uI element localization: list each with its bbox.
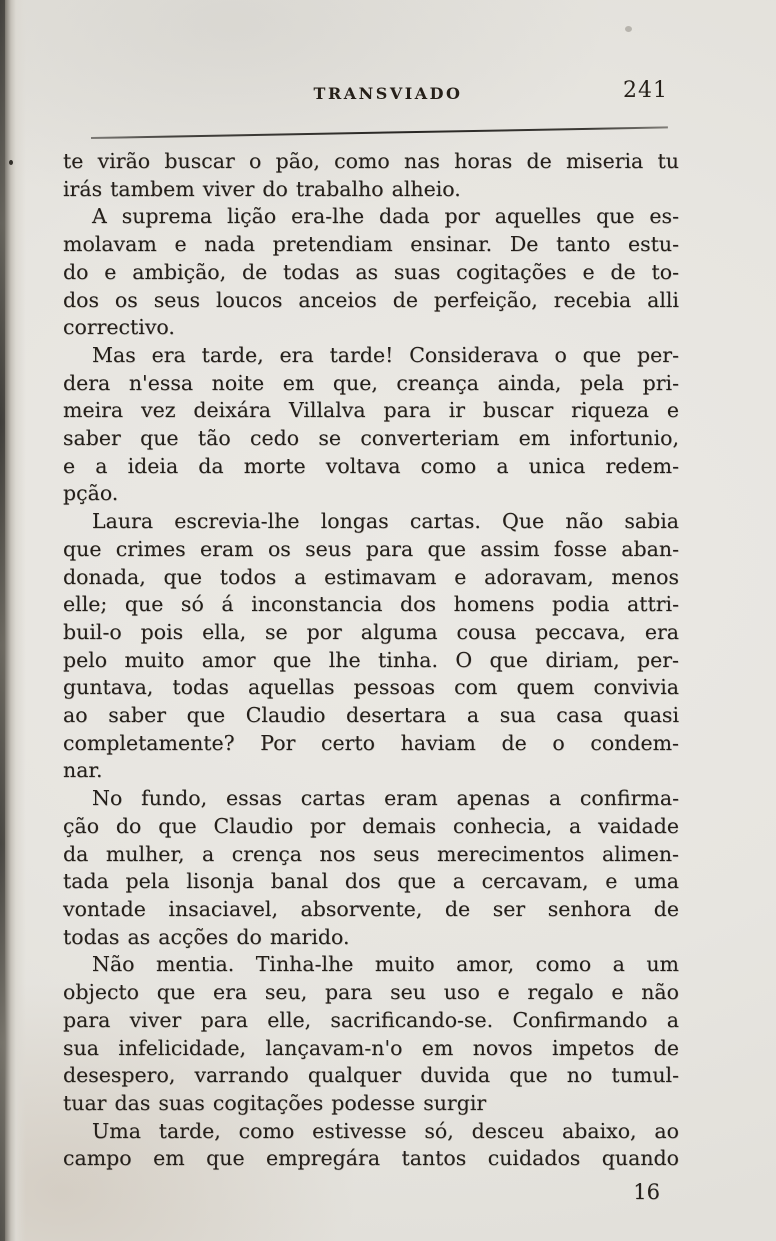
text-line: desespero, varrando qualquer duvida que no tumul- bbox=[63, 1063, 679, 1088]
text-line: nar. bbox=[63, 758, 103, 783]
text-line: saber que tão cedo se converteriam em infortunio, bbox=[63, 426, 679, 451]
text-line: correctivo. bbox=[63, 315, 175, 340]
text-line: tada pela lisonja banal dos que a cercavam, e uma bbox=[63, 869, 679, 894]
text-line: do e ambição, de todas as suas cogitações e de to- bbox=[63, 259, 679, 284]
text-line: donada, que todos a estimavam e adoravam, menos bbox=[63, 564, 679, 589]
text-line: campo em que empregára tantos cuidados quando bbox=[63, 1146, 679, 1171]
text-line: ção do que Claudio por demais conhecia, a vaidade bbox=[63, 813, 679, 838]
signature-mark: 16 bbox=[633, 1180, 660, 1204]
text-line: molavam e nada pretendiam ensinar. De tanto estu- bbox=[63, 232, 679, 257]
text-line: elle; que só á inconstancia dos homens podia attri- bbox=[63, 592, 679, 617]
text-line: te virão buscar o pão, como nas horas de miseria tu bbox=[63, 149, 679, 173]
paper-blemish bbox=[625, 26, 632, 32]
text-line: que crimes eram os seus para que assim fosse aban- bbox=[63, 536, 679, 561]
text-line: buil-o pois ella, se por alguma cousa peccava, era bbox=[63, 619, 679, 644]
text-line: A suprema lição era-lhe dada por aquelles que es- bbox=[92, 204, 679, 229]
text-line: irás tambem viver do trabalho alheio. bbox=[63, 176, 461, 201]
text-line: dera n'essa noite em que, creança ainda, pela pri- bbox=[63, 370, 679, 395]
running-title: TRANSVIADO bbox=[313, 84, 463, 103]
text-line: pelo muito amor que lhe tinha. O que diriam, per- bbox=[63, 647, 679, 672]
text-line: e a ideia da morte voltava como a unica redem- bbox=[63, 453, 679, 478]
text-line: vontade insaciavel, absorvente, de ser senhora de bbox=[63, 896, 679, 921]
text-line: tuar das suas cogitações podesse surgir bbox=[63, 1090, 487, 1115]
text-block bbox=[63, 148, 679, 1173]
page-number: 241 bbox=[623, 78, 668, 103]
text-line: Mas era tarde, era tarde! Considerava o que per- bbox=[92, 342, 679, 367]
header-rule bbox=[91, 126, 668, 139]
text-line: completamente? Por certo haviam de o condem- bbox=[63, 730, 679, 755]
text-line: Não mentia. Tinha-lhe muito amor, como a um bbox=[92, 952, 679, 977]
text-line: meira vez deixára Villalva para ir buscar riqueza e bbox=[63, 398, 679, 423]
text-line: objecto que era seu, para seu uso e regalo e não bbox=[63, 980, 679, 1005]
ink-speck bbox=[9, 160, 13, 165]
text-line: ao saber que Claudio desertara a sua casa quasi bbox=[63, 703, 679, 728]
text-line: sua infelicidade, lançavam-n'o em novos impetos de bbox=[63, 1035, 679, 1060]
text-line: guntava, todas aquellas pessoas com quem convivia bbox=[63, 675, 679, 700]
text-line: para viver para elle, sacrificando-se. Confirmando a bbox=[63, 1007, 679, 1032]
running-header bbox=[0, 78, 776, 104]
text-line: Laura escrevia-lhe longas cartas. Que não sabia bbox=[92, 509, 679, 534]
text-line: pção. bbox=[63, 481, 119, 506]
text-line: todas as acções do marido. bbox=[63, 924, 350, 949]
book-binding-edge bbox=[0, 0, 5, 1241]
text-line: da mulher, a crença nos seus merecimentos alimen- bbox=[63, 841, 679, 866]
text-line: Uma tarde, como estivesse só, desceu abaixo, ao bbox=[92, 1118, 679, 1143]
text-line: dos os seus loucos anceios de perfeição, recebia alli bbox=[63, 287, 679, 312]
text-line: No fundo, essas cartas eram apenas a confirma- bbox=[92, 786, 679, 811]
